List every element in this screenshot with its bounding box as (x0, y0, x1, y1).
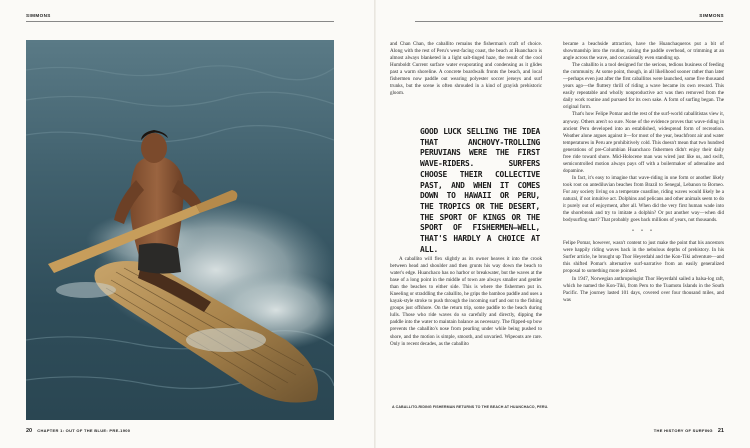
paragraph: In 1947, Norwegian anthropologist Thor Heyerdahl sailed a balsa-log raft, which he named the Kon-Tiki, from Peru to the Tuamotu Islands in the South Pacific. The journey lasted 101 days, covered over four thousand miles, and was (563, 275, 724, 303)
paragraph: That's how Felipe Pomar and the rest of the surf-world caballitistas view it, anyway. Others aren't so sure. None of the evidence proves that wave-riding in ancient Peru developed into an established, widespread form of recreation. Weather alone argues against it—for most of the year, beachfront air and water temperatures in Peru are prohibitively cold. This doesn't mean that two hundred generations of pre-Columbian Huanchaco fishermen didn't enjoy their daily free ride toward shore. Mid-Holocene man was wired just like us, and swift, semicontrolled motion always pays off with a boilermaker of adrenaline and dopamine. (563, 111, 724, 174)
body-column-1-lower (390, 256, 542, 348)
running-head-right: SIMMONS (699, 13, 724, 18)
chapter-label: CHAPTER 1: OUT OF THE BLUE: PRE-1900 (37, 428, 131, 433)
header-rule-right (415, 21, 723, 22)
body-column-1-top (390, 41, 542, 97)
paragraph: and Chan Chan, the caballito remains the fisherman's craft of choice. Along with the rest of Peru's west-facing coast, the beach at Huanchaco is almost always blanketed in a light salt-tinged haze, the result of the cool Humboldt Current surface water evaporating and condensing as it glides past a warm shoreline. A concrete boardwalk fronts the beach, and local fishermen now paddle out wearing polyester soccer jerseys and surf trunks, but the scene is often shrouded in a kind of grayish prehistoric gloom. (390, 41, 542, 97)
folio-left (26, 428, 130, 434)
section-ornament: • • • (632, 229, 655, 235)
paragraph: A caballito will flex slightly as its owner heaves it into the crook between head and shoulder and then grunts his way down the beach to water's edge. Huanchaco has no harbor or breakwater, but the waves at the base of a long point in the middle of town are always smaller and gentler than the beaches to either side. This is where the fishermen put in. Kneeling or straddling the caballito, he grips the bamboo paddle and uses a kayak-style stroke to push through the incoming surf and out to the fishing groups just offshore. On the return trip, some paddle to the beach during lulls. Those who ride waves do so carefully and directly, dipping the paddle into the water to maintain balance as necessary. The flipped-up bow prevents the caballito's nose from pearling under while being pushed to shore, and the motion is simple, smooth, and unvaried. Wipeouts are rare. Only in recent decades, as the caballito (390, 256, 542, 347)
running-head-left: SIMMONS (26, 13, 51, 18)
gutter (374, 0, 376, 448)
photo-caption: A CABALLITO-RIDING FISHERMAN RETURNS TO THE BEACH AT HUANCHACO, PERU. (392, 405, 549, 409)
page-number-right: 21 (717, 428, 724, 434)
pull-quote: GOOD LUCK SELLING THE IDEA THAT ANCHOVY-TROLLING PERUVIANS WERE THE FIRST WAVE-RIDERS. SURFERS CHOOSE THEIR COLLECTIVE PAST, AND WHEN IT COMES DOWN TO HAWAII OR PERU, THE TROPICS OR THE DESERT, THE SPORT OF KINGS OR THE SPORT OF FISHERMEN—WELL, THAT'S HARDLY A CHOICE AT ALL. (420, 127, 540, 254)
paragraph: Felipe Pomar, however, wasn't content to just make the point that his ancestors were happily riding waves back in the nebulous depths of prehistory. In his Surfer article, he brought up Thor Heyerdahl and the Kon-Tiki adventure—and this shifted Pomar's alternative surf-narrative from an easily generalized proposal to something more pointed. (563, 240, 724, 275)
paragraph: became a beachside attraction, have the Huanchaqueros put a bit of showmanship into the routine, raising the paddle overhead, or trimming at an angle across the wave, and occasionally even standing up. (563, 41, 724, 62)
paragraph: The caballito is a tool designed for the serious, tedious business of feeding the community. At some point, though, in all likelihood sooner rather than later—perhaps even just after the first caballitos were launched, some five thousand years ago—the fluttery thrill of riding a wave became its own reward. This easily repeatable and wholly nonproductive act was then removed from the daily work routine and pursued for its own sake. A form of surfing began. The original form. (563, 62, 724, 111)
folio-right (654, 428, 724, 434)
photo-caballito-fisherman (26, 40, 334, 420)
header-rule-left (26, 21, 334, 22)
book-title-label: THE HISTORY OF SURFING (653, 428, 713, 433)
body-column-2 (563, 41, 724, 304)
paragraph: In fact, it's easy to imagine that wave-riding in one form or another likely took root on antediluvian beaches from Brazil to Senegal, Lebanon to Borneo. For any society living on a temperate coastline, riding waves would likely be a natural, if not intuitive act. Dolphins and pelicans and other animals seem to do it purely out of enjoyment, after all. When did the very first human wade into the shorebreak and try to imitate a dolphin? Or put another way—when did bodysurfing start? That probably goes back millions of years, not thousands. (563, 174, 724, 224)
page-number-left: 20 (26, 428, 33, 434)
